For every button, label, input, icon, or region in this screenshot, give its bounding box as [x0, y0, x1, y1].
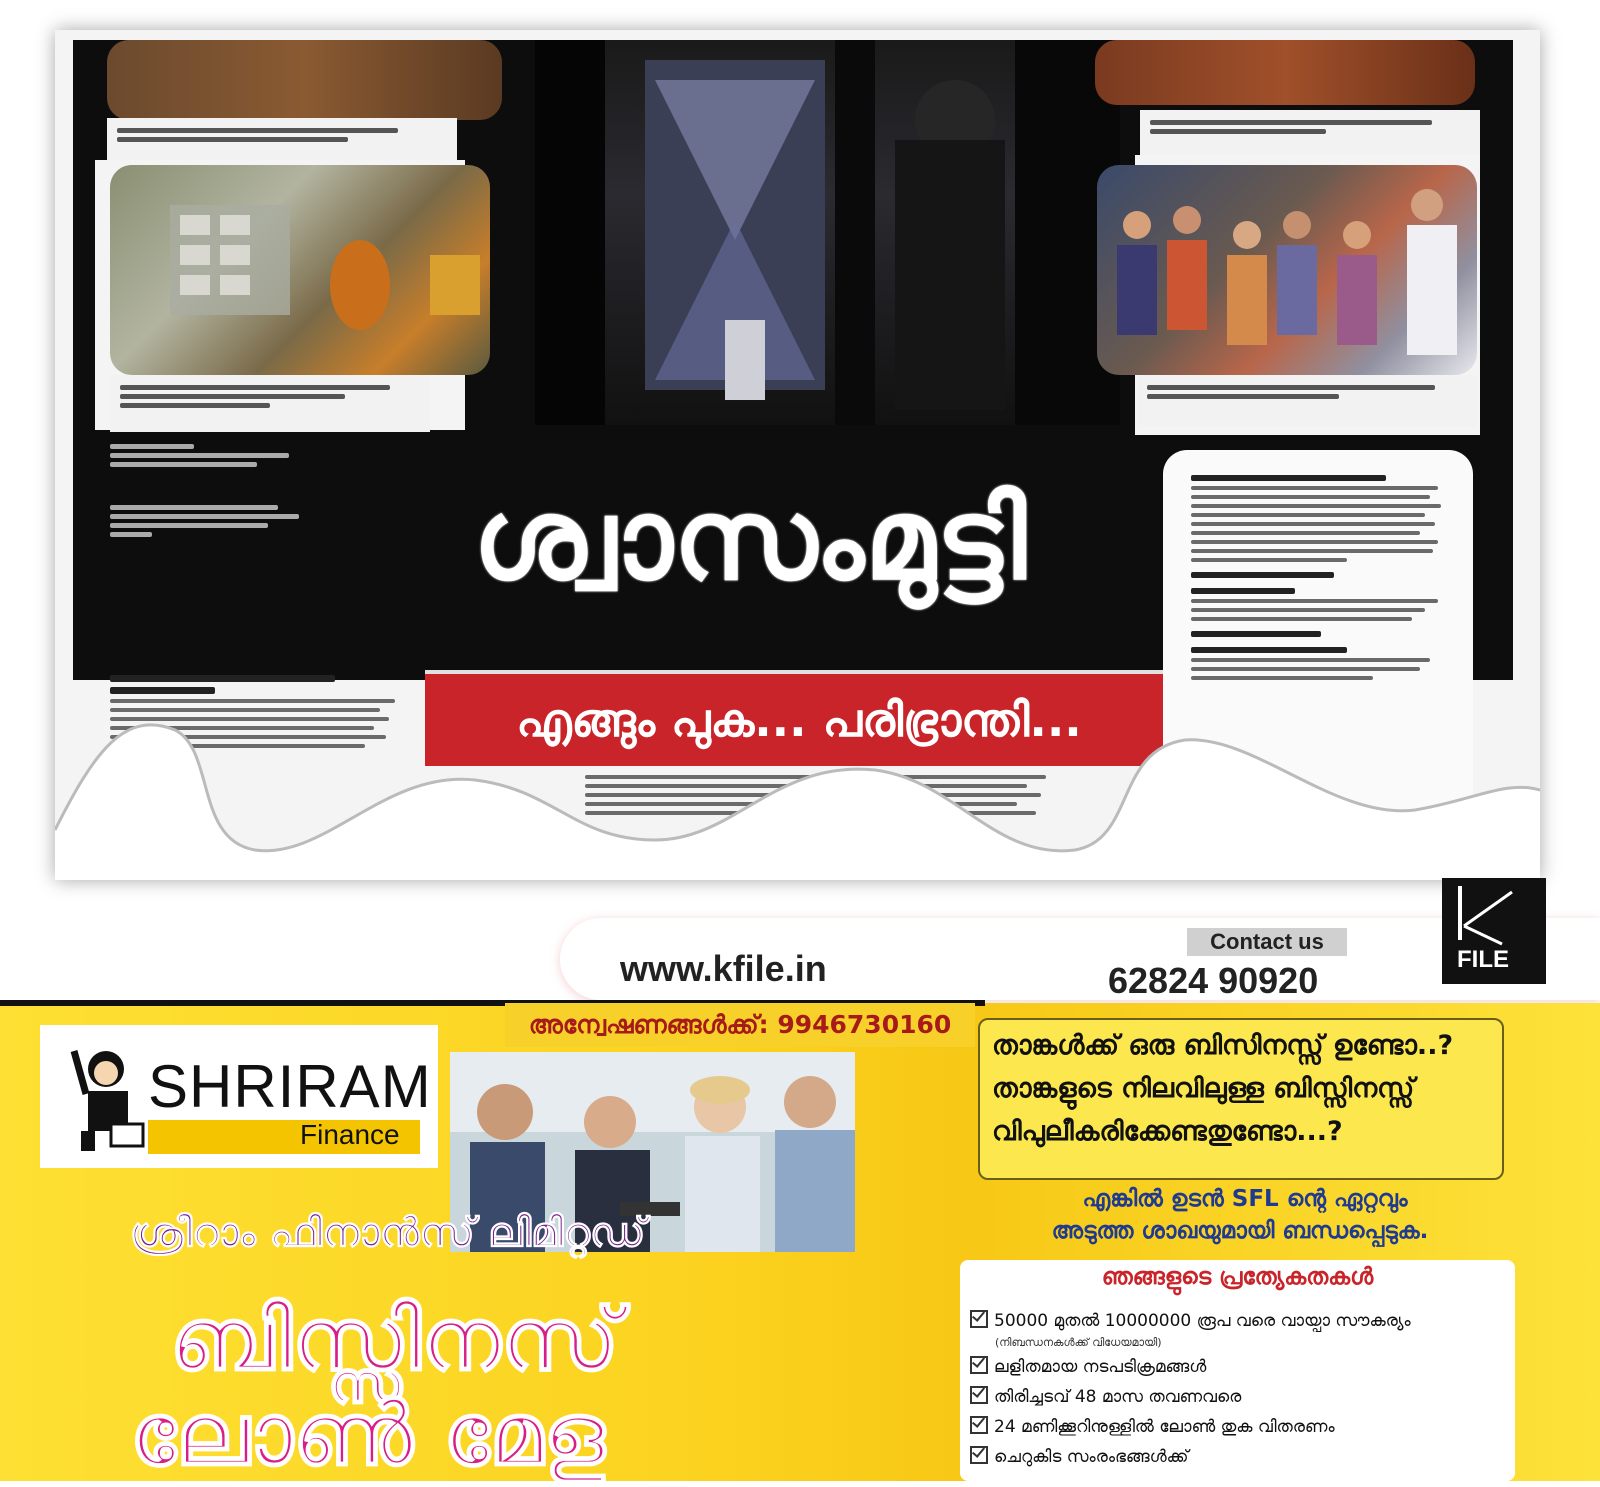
feature-text: ചെറുകിട സംരംഭങ്ങൾക്ക് [994, 1447, 1189, 1467]
news-photo-1 [107, 40, 502, 120]
checkbox-icon [970, 1416, 988, 1434]
question-line-3: വിപുലീകരിക്കേണ്ടതുണ്ടോ...? [992, 1116, 1343, 1147]
crowd-photo-art [1097, 165, 1477, 375]
news-photo-3 [1095, 40, 1475, 105]
news-photo-centre [535, 40, 1120, 425]
contact-us-label: Contact us [1187, 928, 1347, 956]
enquiry-phone: അന്വേഷണങ്ങൾക്ക്: 9946730160 [505, 1003, 975, 1047]
checkbox-icon [970, 1356, 988, 1374]
shriram-mascot-icon [56, 1039, 156, 1154]
newspaper-clipping [55, 30, 1540, 880]
features-title: ഞങ്ങളുടെ പ്രത്യേകതകൾ [1101, 1264, 1374, 1290]
checkbox-icon [970, 1446, 988, 1464]
feature-text: ലളിതമായ നടപടിക്രമങ്ങൾ [994, 1357, 1207, 1377]
news-photo-4 [1097, 165, 1477, 375]
feature-item [970, 1356, 1206, 1377]
kfile-website-link[interactable]: www.kfile.in [620, 948, 827, 989]
finance-logo-text: Finance [300, 1119, 400, 1150]
news-headline: ശ്വാസംമുട്ടി [472, 475, 1028, 605]
news-blurb-left [110, 440, 320, 541]
checkbox-icon [970, 1310, 988, 1328]
contact-branch-line-2: അടുത്ത ശാഖയുമായി ബന്ധപ്പെടുക. [1051, 1218, 1429, 1244]
feature-text: തിരിച്ചടവ് 48 മാസ തവണവരെ [994, 1387, 1242, 1407]
side-article-text [1191, 470, 1451, 685]
feature-text: 24 മണിക്കൂറിനുള്ളിൽ ലോൺ തുക വിതരണം [994, 1417, 1335, 1437]
question-line-2: താങ്കളുടെ നിലവിലുള്ള ബിസ്സിനസ്സ് [992, 1073, 1415, 1104]
features-footnote: (നിബന്ധനകൾക്ക് വിധേയമായി) [995, 1336, 1162, 1349]
torn-paper-edge [55, 690, 1540, 880]
photo-caption-2 [110, 375, 430, 432]
feature-item [970, 1386, 1241, 1407]
feature-item [970, 1310, 1411, 1331]
photo-caption-4 [1137, 375, 1477, 427]
company-name-malayalam: ശ്രീറാം ഫിനാൻസ് ലിമിറ്റഡ് [130, 1210, 646, 1256]
news-subheadline: എങ്ങും പുക... പരിഭ്രാന്തി... [425, 670, 1173, 766]
feature-item [970, 1446, 1189, 1467]
kfile-logo-mark-icon [1442, 878, 1546, 948]
contact-branch-line-1: എങ്കിൽ ഉടൻ SFL ന്റെ ഏറ്റവും [1082, 1186, 1408, 1212]
kfile-phone-number[interactable]: 62824 90920 [1108, 960, 1319, 1001]
bricks-photo-art [110, 165, 490, 375]
feature-text: 50000 മുതൽ 10000000 രൂപ വരെ വായ്പാ സൗകര്യം [994, 1311, 1411, 1331]
news-photo-2 [110, 165, 490, 375]
shriram-logo-text: SHRIRAM [148, 1053, 432, 1120]
business-loan-title-line2: ലോൺ മേള [130, 1385, 605, 1485]
feature-item [970, 1416, 1335, 1437]
checkbox-icon [970, 1386, 988, 1404]
question-line-1: താങ്കൾക്ക് ഒരു ബിസിനസ്സ് ഉണ്ടോ..? [992, 1030, 1454, 1061]
kfile-logo-text: FILE [1457, 946, 1509, 973]
business-loan-title-line1: ബിസ്സിനസ് [170, 1290, 619, 1390]
night-photo-art [535, 40, 1120, 425]
